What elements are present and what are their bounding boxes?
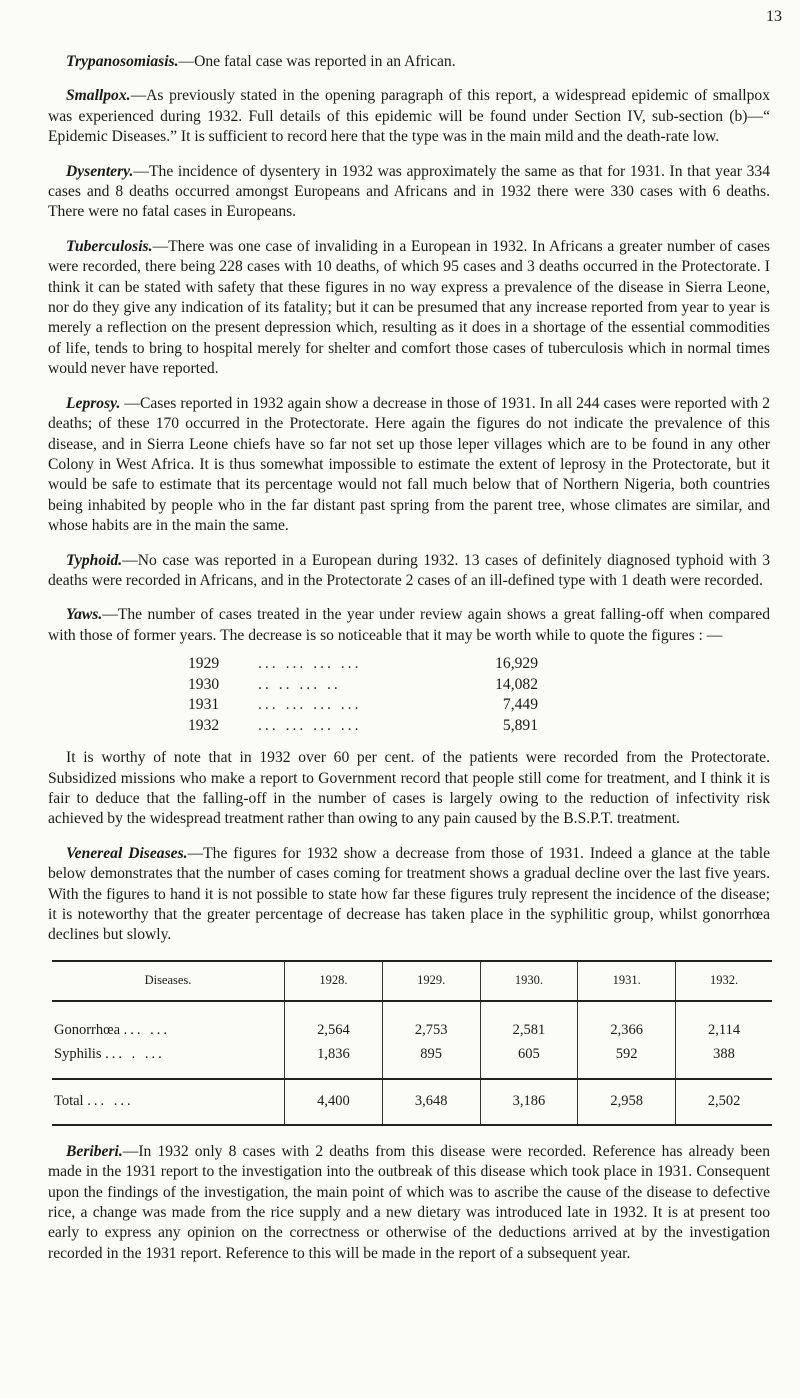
heading-beriberi: Beriberi. — [66, 1142, 123, 1160]
text-leprosy: —Cases reported in 1932 again show a decrease in those of 1931. In all 244 cases were reported with 2 deaths; of these 170 occurred in the Protectorate. Here again the figures do not indicate the prevalence of this disease, and in Sierra Leone chiefs have so far not set up those leper villages which are to be found in any other Colony in West Africa. It is thus somewhat impossible to estimate the extent of leprosy in the Protectorate, but it would be safe to estimate that its percentage would not fall much below that of Northern Nigeria, both countries being inhabited by people who in the far distant past spring from the parent tree, whose climates are similar, and whose habits are in the main the same. — [48, 394, 770, 535]
table-cell: 2,753 — [382, 1001, 480, 1043]
row-label-text: Total — [54, 1093, 84, 1110]
paragraph-beriberi — [48, 1142, 770, 1264]
table-cell: 592 — [578, 1043, 676, 1079]
page-number: 13 — [766, 8, 782, 25]
table-cell: 895 — [382, 1043, 480, 1079]
yaws-year: 1929 — [188, 655, 220, 673]
paragraph-trypanosomiasis — [48, 52, 770, 72]
row-label — [52, 1043, 285, 1079]
yaws-year: 1932 — [188, 716, 220, 734]
paragraph-smallpox — [48, 86, 770, 147]
heading-leprosy: Leprosy. — [66, 394, 121, 412]
heading-typhoid: Typhoid. — [66, 551, 123, 569]
heading-yaws: Yaws. — [66, 606, 103, 624]
text-typhoid: —No case was reported in a European during 1932. 13 cases of definitely diagnosed typhoid with 3 deaths were recorded in Africans, and in the Protectorate 2 cases of an ill-defined type with 1 death were recorded. — [48, 551, 770, 589]
table-cell: 2,366 — [578, 1001, 676, 1043]
yaws-row — [188, 716, 770, 737]
yaws-value: 7,449 — [502, 696, 538, 714]
table-cell: 4,400 — [285, 1079, 383, 1125]
leader-dots: .. .. ... .. — [258, 675, 341, 693]
table-cell: 3,648 — [382, 1079, 480, 1125]
yaws-value: 5,891 — [502, 716, 538, 734]
yaws-row — [188, 695, 770, 716]
yaws-year: 1930 — [188, 675, 220, 693]
text-beriberi: —In 1932 only 8 cases with 2 deaths from this disease were recorded. Reference has already been made in the 1931 report to the investigation into the outbreak of this disease which took place in 1931. Consequent upon the findings of the investigation, the main point of which was to ascribe the cause of the disease to defective rice, a change was made from the rice supply and a new dietary was introduced late in 1932. It is at present too early to express any opinion on the correctness or otherwise of the deductions arrived at by the investigation recorded in the 1931 report. Reference to this will be made in the report of a subsequent year. — [48, 1142, 770, 1262]
heading-venereal: Venereal Diseases. — [66, 844, 188, 862]
yaws-row — [188, 654, 770, 675]
venereal-diseases-table — [52, 960, 772, 1126]
yaws-value: 14,082 — [495, 675, 538, 693]
text-venereal: —The figures for 1932 show a decrease from those of 1931. Indeed a glance at the table below demonstrates that the number of cases coming for treatment shows a gradual decline over the last five years. With the figures to hand it is not possible to state how far these figures truly represent the incidence of the disease; it is noteworthy that the greater percentage of decrease has taken place in the syphilitic group, whilst gonorrhœa declines but slowly. — [48, 844, 771, 944]
row-label — [52, 1001, 285, 1043]
table-header-row — [52, 961, 772, 1001]
yaws-row — [188, 675, 770, 696]
row-label-text: Syphilis — [54, 1046, 102, 1063]
table-cell: 2,958 — [578, 1079, 676, 1125]
column-header-diseases: Diseases. — [52, 961, 285, 1001]
yaws-value: 16,929 — [495, 655, 538, 673]
paragraph-typhoid — [48, 551, 770, 592]
paragraph-dysentery — [48, 162, 770, 223]
column-header-1932: 1932. — [676, 961, 772, 1001]
table-row-gonorrhoea — [52, 1001, 772, 1043]
heading-smallpox: Smallpox. — [66, 87, 131, 105]
table-cell: 2,114 — [676, 1001, 772, 1043]
row-label-text: Gonorrhœa — [54, 1022, 121, 1039]
text-trypanosomiasis: —One fatal case was reported in an African. — [178, 53, 456, 70]
leader-dots: ... ... ... ... — [258, 655, 362, 673]
table-cell: 2,564 — [285, 1001, 383, 1043]
column-header-1930: 1930. — [480, 961, 578, 1001]
table-cell: 388 — [676, 1043, 772, 1079]
leader-dots: ... ... — [123, 1022, 171, 1039]
paragraph-yaws-note: It is worthy of note that in 1932 over 60 per cent. of the patients were recorded from the Protectorate. Subsidized missions who make a report to Government record that people still come for treatment, and I think it is fair to deduce that the falling-off in the number of cases is largely owing to the reduction of infectivity risk achieved by the widespread treatment rather than owing to any pain caused by the B.S.P.T. treatment. — [48, 749, 770, 828]
text-yaws: —The number of cases treated in the year under review again shows a great falling-off when compared with those of former years. The decrease is so noticeable that it may be worth while to quote the figures : — — [48, 606, 770, 644]
leader-dots: ... ... — [87, 1093, 134, 1110]
column-header-1928: 1928. — [285, 961, 383, 1001]
table-cell: 1,836 — [285, 1043, 383, 1079]
table-cell: 2,581 — [480, 1001, 578, 1043]
text-tuberculosis: —There was one case of invaliding in a European in 1932. In Africans a greater number of cases were recorded, there being 228 cases with 10 deaths, of which 95 cases and 3 deaths occurred in the Protectorate. I think it can be stated with safety that these figures in no way express a prevalence of the disease in Sierra Leone, nor do they give any indication of its fatality; but it can be presumed that any increase reported from year to year is merely a reflection on the present depression which, resulting as it does in a shortage of the essential commodities of life, tends to bring to hospital merely for shelter and comfort those cases of tuberculosis which in normal times would never have reported. — [48, 237, 770, 378]
paragraph-leprosy — [48, 394, 770, 537]
yaws-year: 1931 — [188, 696, 220, 714]
table-cell: 3,186 — [480, 1079, 578, 1125]
heading-trypanosomiasis: Trypanosomiasis. — [66, 53, 179, 70]
leader-dots: ... ... ... ... — [258, 696, 362, 714]
heading-tuberculosis: Tuberculosis. — [66, 237, 153, 255]
row-label — [52, 1079, 285, 1125]
leader-dots: ... . ... — [105, 1046, 165, 1063]
yaws-figures-list — [188, 654, 770, 736]
paragraph-yaws — [48, 605, 770, 646]
table-row-total — [52, 1079, 772, 1125]
leader-dots: ... ... ... ... — [258, 716, 362, 734]
paragraph-tuberculosis — [48, 237, 770, 380]
text-dysentery: —The incidence of dysentery in 1932 was approximately the same as that for 1931. In that year 334 cases and 8 deaths occurred amongst Europeans and Africans and in 1932 there were 330 cases with 6 deaths. There were no fatal cases in Europeans. — [48, 162, 770, 221]
heading-dysentery: Dysentery. — [66, 162, 134, 180]
table-cell: 2,502 — [676, 1079, 772, 1125]
column-header-1931: 1931. — [578, 961, 676, 1001]
table-row-syphilis — [52, 1043, 772, 1079]
table-cell: 605 — [480, 1043, 578, 1079]
paragraph-venereal — [48, 844, 770, 946]
text-smallpox: —As previously stated in the opening paragraph of this report, a widespread epidemic of smallpox was experienced during 1932. Full details of this epidemic will be found under Section IV, sub-section (b)—“ Epidemic Diseases.” It is sufficient to record here that the type was in the main mild and the death-rate low. — [48, 87, 770, 146]
column-header-1929: 1929. — [382, 961, 480, 1001]
